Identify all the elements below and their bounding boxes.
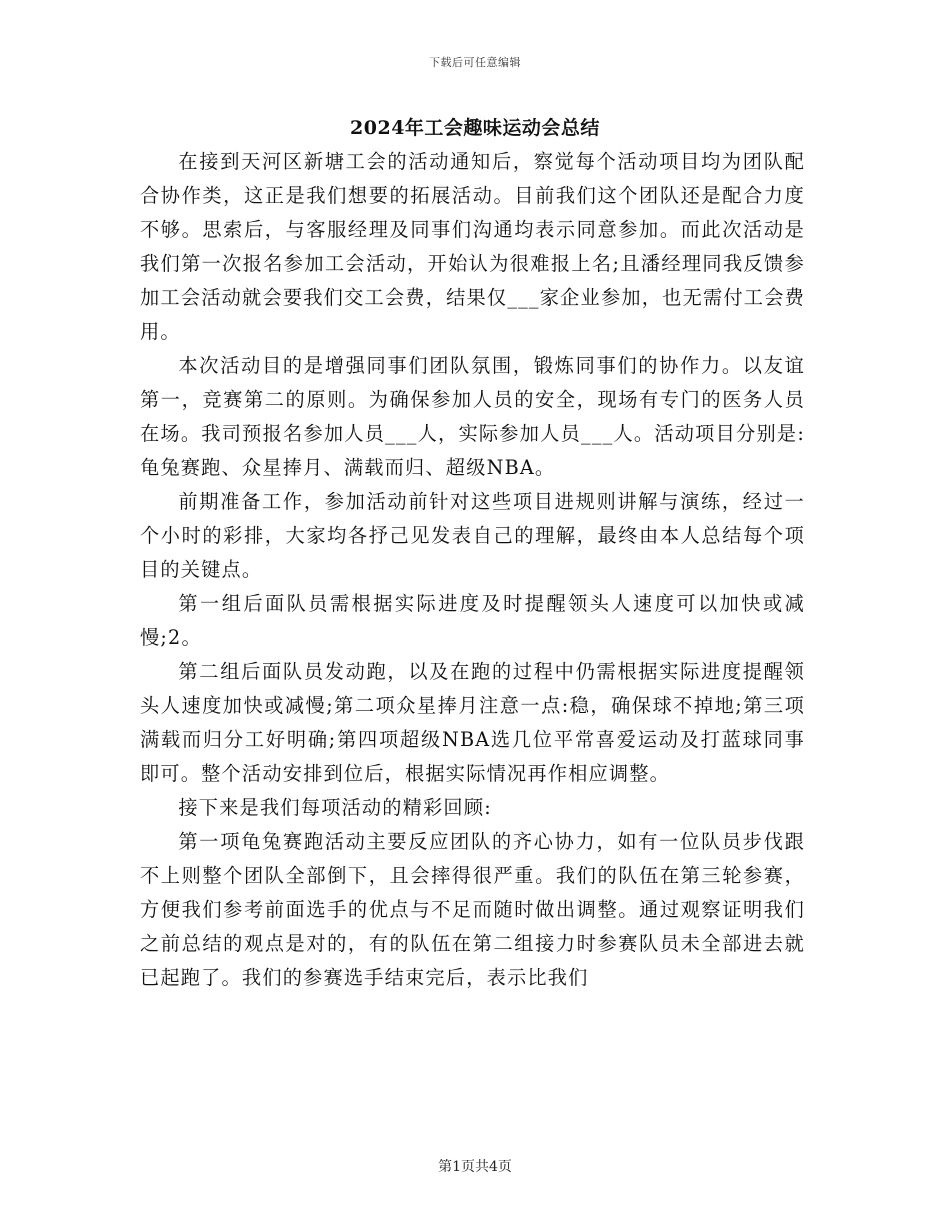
document-body (140, 145, 805, 995)
page-header: 下载后可任意编辑 (429, 56, 521, 69)
paragraph-group-one: 第一组后面队员需根据实际进度及时提醒领头人速度可以加快或减慢;2。 (140, 592, 805, 649)
paragraph-purpose: 本次活动目的是增强同事们团队氛围，锻炼同事们的协作力。以友谊第一，竞赛第二的原则。为确保参加人员的安全，现场有专门的医务人员在场。我司预报名参加人员___人，实际参加人员___人。活动项目分别是:龟兔赛跑、众星捧月、满载而归、超级NBA。 (140, 354, 805, 479)
paragraph-review-first: 第一项龟兔赛跑活动主要反应团队的齐心协力，如有一位队员步伐跟不上则整个团队全部倒下，且会摔得很严重。我们的队伍在第三轮参赛，方便我们参考前面选手的优点与不足而随时做出调整。通过观察证明我们之前总结的观点是对的，有的队伍在第二组接力时参赛队员未全部进去就已起跑了。我们的参赛选手结束完后，表示比我们 (140, 830, 805, 989)
paragraph-group-two: 第二组后面队员发动跑，以及在跑的过程中仍需根据实际进度提醒领头人速度加快或减慢;第二项众星捧月注意一点:稳，确保球不掉地;第三项满载而归分工好明确;第四项超级NBA选几位平常喜爱运动及打蓝球同事即可。整个活动安排到位后，根据实际情况再作相应调整。 (140, 660, 805, 785)
paragraph-intro: 在接到天河区新塘工会的活动通知后，察觉每个活动项目均为团队配合协作类，这正是我们想要的拓展活动。目前我们这个团队还是配合力度不够。思索后，与客服经理及同事们沟通均表示同意参加。而此次活动是我们第一次报名参加工会活动，开始认为很难报上名;且潘经理同我反馈参加工会活动就会要我们交工会费，结果仅___家企业参加，也无需付工会费用。 (140, 150, 805, 343)
page-number: 第1页共4页 (438, 1159, 512, 1175)
paragraph-preparation: 前期准备工作，参加活动前针对这些项目进规则讲解与演练，经过一个小时的彩排，大家均各抒己见发表自己的理解，最终由本人总结每个项目的关键点。 (140, 490, 805, 581)
document-title: 2024年工会趣味运动会总结 (350, 117, 600, 139)
paragraph-review-intro: 接下来是我们每项活动的精彩回顾: (178, 796, 492, 819)
